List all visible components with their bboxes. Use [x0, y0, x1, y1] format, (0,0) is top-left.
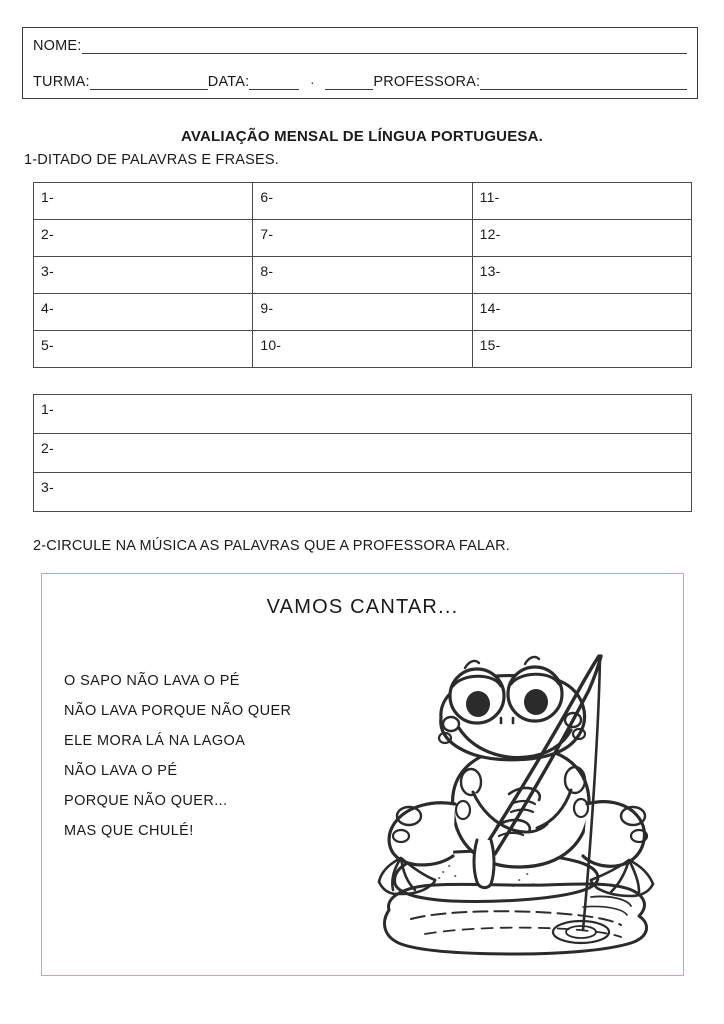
- frog-right-pupil: [524, 689, 548, 715]
- dictation-cell[interactable]: 15-: [472, 331, 691, 368]
- frog-left-brow: [465, 661, 479, 668]
- sentence-answer-table: [33, 394, 692, 512]
- dictation-cell[interactable]: 12-: [472, 220, 691, 257]
- dictation-cell[interactable]: 8-: [253, 257, 472, 294]
- lyric-line[interactable]: NÃO LAVA O PÉ: [64, 763, 178, 779]
- dictation-cell[interactable]: 13-: [472, 257, 691, 294]
- dictation-cell[interactable]: 10-: [253, 331, 472, 368]
- water-ripple-line: [583, 906, 627, 915]
- instruction-dictation: 1-DITADO DE PALAVRAS E FRASES.: [24, 152, 279, 168]
- class-label: TURMA:: [33, 74, 90, 90]
- date-separator: ·: [310, 74, 315, 90]
- dictation-cell[interactable]: 5-: [34, 331, 253, 368]
- dictation-cell[interactable]: 9-: [253, 294, 472, 331]
- date-month-line[interactable]: [325, 75, 373, 90]
- fishing-rod-handle: [474, 840, 494, 888]
- song-title: VAMOS CANTAR...: [266, 596, 459, 618]
- water-ripple-line: [591, 896, 631, 906]
- song-lyrics: [64, 666, 364, 846]
- dictation-cell[interactable]: 11-: [472, 183, 691, 220]
- water-ripple-ring: [566, 926, 596, 938]
- teacher-label: PROFESSORA:: [373, 74, 481, 90]
- frog-left-pupil: [466, 691, 490, 717]
- dictation-cell[interactable]: 1-: [34, 183, 253, 220]
- frog-left-foot-web: [379, 880, 435, 894]
- table-row: [34, 331, 692, 368]
- table-row: [34, 257, 692, 294]
- instruction-circle-words: 2-CIRCULE NA MÚSICA AS PALAVRAS QUE A PROFESSORA FALAR.: [33, 538, 511, 554]
- table-row: [34, 220, 692, 257]
- dictation-cell[interactable]: 7-: [253, 220, 472, 257]
- lyric-line[interactable]: PORQUE NÃO QUER...: [64, 793, 228, 809]
- frog-right-brow: [525, 657, 539, 664]
- frog-body: [453, 748, 590, 867]
- student-info-box: [22, 27, 698, 99]
- dictation-cell[interactable]: 3-: [34, 257, 253, 294]
- lyric-line[interactable]: O SAPO NÃO LAVA O PÉ: [64, 673, 240, 689]
- dictation-cell[interactable]: 6-: [253, 183, 472, 220]
- table-row: [34, 434, 692, 473]
- teacher-input-line[interactable]: [480, 75, 687, 90]
- frog-fishing-illustration: [377, 614, 677, 969]
- class-input-line[interactable]: [90, 75, 208, 90]
- date-day-line[interactable]: [249, 75, 299, 90]
- name-row: [23, 28, 697, 64]
- sentence-cell[interactable]: 1-: [34, 395, 692, 434]
- water-ripple-line: [411, 911, 621, 925]
- table-row: [34, 294, 692, 331]
- sentence-cell[interactable]: 2-: [34, 434, 692, 473]
- page-title: AVALIAÇÃO MENSAL DE LÍNGUA PORTUGUESA.: [180, 128, 544, 145]
- lyric-line[interactable]: ELE MORA LÁ NA LAGOA: [64, 733, 246, 749]
- dictation-cell[interactable]: 14-: [472, 294, 691, 331]
- dictation-cell[interactable]: 2-: [34, 220, 253, 257]
- dictation-answer-table: [33, 182, 692, 368]
- lyric-line[interactable]: NÃO LAVA PORQUE NÃO QUER: [64, 703, 292, 719]
- name-label: NOME:: [33, 38, 82, 54]
- song-activity-box: [41, 573, 684, 976]
- table-row: [34, 183, 692, 220]
- class-date-teacher-row: [23, 64, 697, 100]
- dictation-cell[interactable]: 4-: [34, 294, 253, 331]
- sentence-cell[interactable]: 3-: [34, 473, 692, 512]
- date-label: DATA:: [207, 74, 250, 90]
- table-row: [34, 395, 692, 434]
- name-input-line[interactable]: [82, 39, 687, 54]
- table-row: [34, 473, 692, 512]
- lyric-line[interactable]: MAS QUE CHULÉ!: [64, 823, 194, 839]
